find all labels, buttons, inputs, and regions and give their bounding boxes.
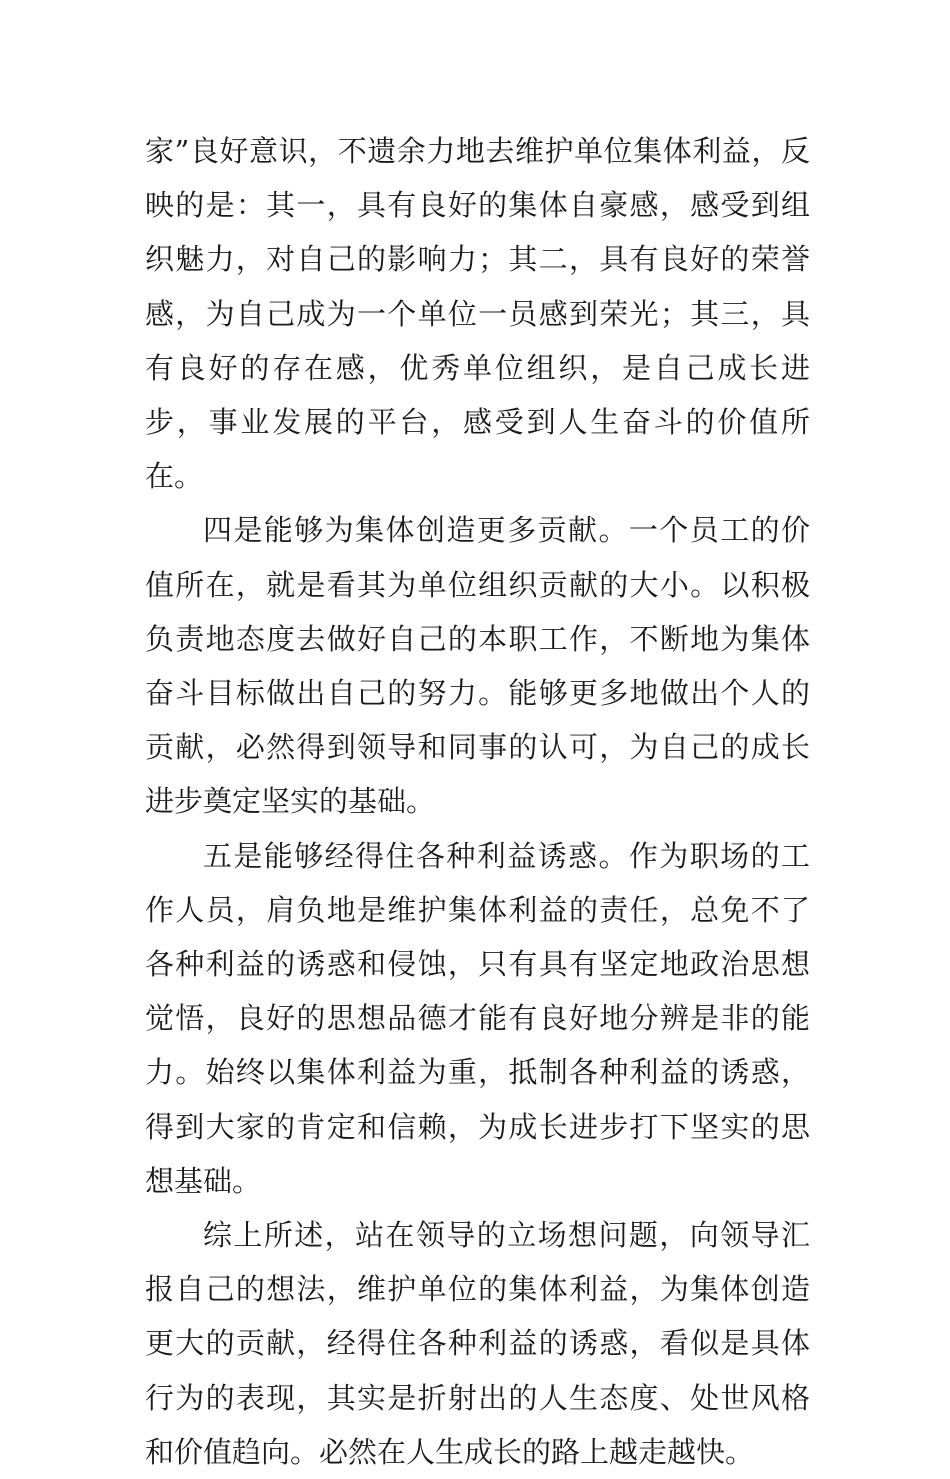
paragraph-point-five: 五是能够经得住各种利益诱惑。作为职场的工作人员，肩负地是维护集体利益的责任，总免不了各种利益的诱惑和侵蚀，只有具有坚定地政治思想觉悟，良好的思想品德才能有良好地分辨是非的能力。始终以集体利益为重，抵制各种利益的诱惑，得到大家的肯定和信赖，为成长进步打下坚实的思想基础。 [145, 838, 810, 1198]
paragraph-continuation: 家”良好意识，不遗余力地去维护单位集体利益，反映的是：其一，具有良好的集体自豪感，感受到组织魅力，对自己的影响力；其二，具有良好的荣誉感，为自己成为一个单位一员感到荣光；其三，具有良好的存在感，优秀单位组织，是自己成长进步，事业发展的平台，感受到人生奋斗的价值所在。 [145, 134, 810, 494]
document-body [145, 124, 810, 1479]
paragraph-summary: 综上所述，站在领导的立场想问题，向领导汇报自己的想法，维护单位的集体利益，为集体创造更大的贡献，经得住各种利益的诱惑，看似是具体行为的表现，其实是折射出的人生态度、处世风格和价值趋向。必然在人生成长的路上越走越快。 [145, 1218, 810, 1469]
paragraph-point-four: 四是能够为集体创造更多贡献。一个员工的价值所在，就是看其为单位组织贡献的大小。以积极负责地态度去做好自己的本职工作，不断地为集体奋斗目标做出自己的努力。能够更多地做出个人的贡献，必然得到领导和同事的认可，为自己的成长进步奠定坚实的基础。 [145, 513, 810, 819]
